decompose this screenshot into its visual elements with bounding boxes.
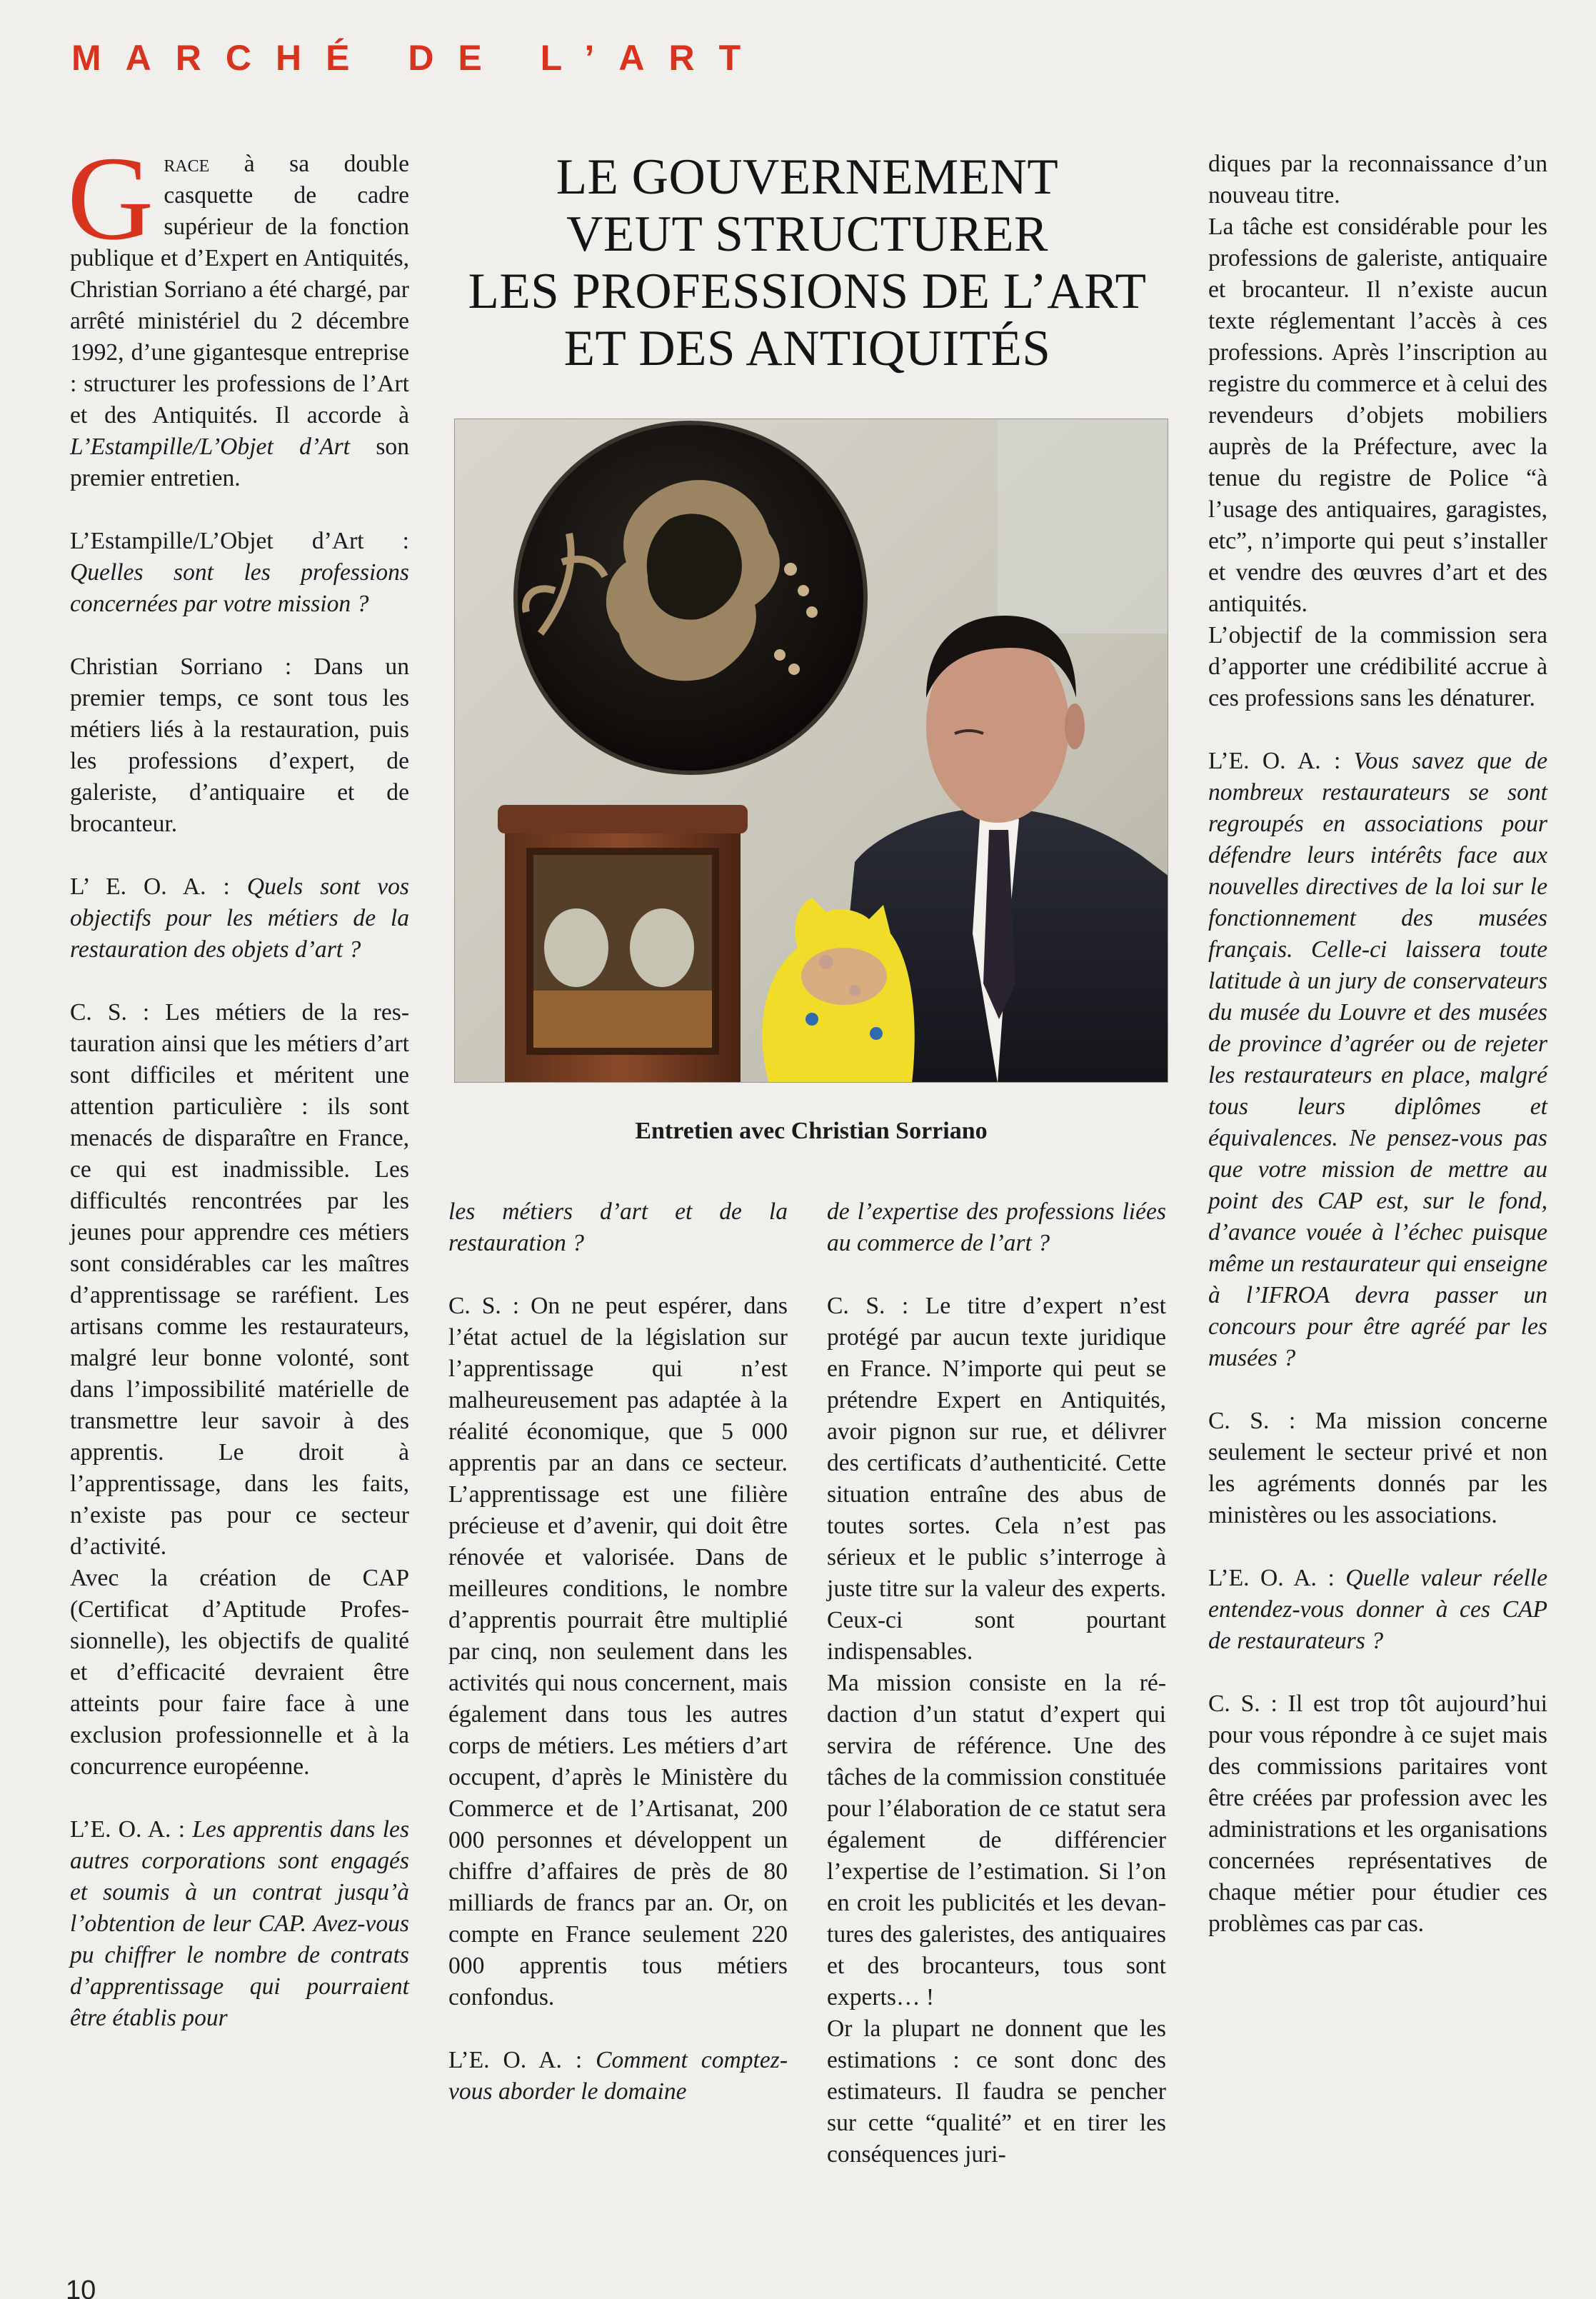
column-4 [1208, 149, 1547, 1940]
question-2 [70, 871, 409, 966]
answer-1: Christian Sorriano : Dans un premier temps, ce sont tous les métiers liés à la restauration, puis les professions d’expert, de galeriste, d’antiquaire et de brocanteur. [70, 653, 409, 837]
question-text: les métiers d’art et de la restauration ? [448, 1198, 788, 1256]
headline-line-4: ET DES ANTIQUITÉS [563, 321, 1051, 376]
answer-4-continued-2: Or la plupart ne donnent que les estimations : ce sont donc des estimateurs. Il faudra se pencher sur cette “qualité” et en tirer les conséquences juri- [827, 2015, 1166, 2168]
answer-3: C. S. : On ne peut espérer, dans l’état actuel de la législation sur l’apprentissage qui n’est malheureusement pas adaptée à la réalité économique, que 5 000 apprentis par an dans ce secteur. L’apprentissage est une filière précieuse et d’avenir, qui doit être rénovée et valorisée. Dans de meilleures conditions, le nombre d’apprentis pourrait être multiplié par cinq, non seulement dans les activités qui nous concernent, mais également dans tous les autres corps de métiers. Les métiers d’art occupent, d’après le Ministère du Commerce et de l’Artisanat, 200 000 personnes et développent un chiffre d’affaires de près de 80 milliards de francs par an. Or, on compte en France seulement 220 000 apprentis tous métiers confondus. [448, 1293, 788, 2010]
column-3 [827, 1196, 1166, 2170]
question-1 [70, 526, 409, 620]
intro-end: son premier entretien. [70, 434, 409, 491]
headline-line-1: LE GOUVERNEMENT [556, 149, 1059, 205]
answer-4-continued-3: La tâche est considérable pour les professions de galeriste, antiquaire et brocanteur. Il n’existe aucun texte réglementant l’accès à ces professions. Après l’inscription au registre du commerce et à celui des revendeurs d’objets mobiliers auprès de la Préfecture, avec la tenue du registre de Police “à l’usage des antiquaires, garagistes, etc”, n’importe qui peut s’installer et vendre des œuvres d’art et des antiquités. [1208, 214, 1547, 617]
section-rubric: MARCHÉ DE L’ART [71, 38, 766, 78]
article-headline [448, 149, 1166, 377]
answer-4: C. S. : Le titre d’expert n’est protégé par aucun texte juridique en France. N’importe qui peut se prétendre Expert en Antiquités, avoir pignon sur rue, et délivrer des certificats d’authenticité. Cette situation entraîne des abus de toutes sortes. Cela n’est pas sérieux et le public s’interroge à juste titre sur la valeur des experts. Ceux-ci sont pourtant indispensables. [827, 1293, 1166, 1665]
question-label: L’E. O. A. : [1208, 1565, 1346, 1591]
question-label: L’E. O. A. : [1208, 748, 1354, 774]
page-number: 10 [66, 2275, 96, 2299]
answer-4-continued-4: L’objectif de la commission sera d’apporter une crédibilité accrue à ces professions sans les dénaturer. [1208, 622, 1547, 711]
intro-paragraph [67, 132, 409, 494]
column-1 [67, 132, 410, 2034]
answer-6: C. S. : Il est trop tôt aujourd’hui pour vous répondre à ce sujet mais des commissions paritaires vont être créées par profession avec les administrations et les organisations concernées représentatives de chaque métier pour étudier ces problèmes cas par cas. [1208, 1691, 1547, 1937]
answer-4-end: diques par la reconnaissance d’un nouveau titre. [1208, 151, 1547, 209]
question-5 [1208, 746, 1547, 1374]
photo-caption: Entretien avec Christian Sorriano [635, 1118, 988, 1144]
question-text: de l’expertise des professions liées au commerce de l’art ? [827, 1198, 1166, 1256]
question-text: Comment comptez-vous aborder le domaine [448, 2047, 788, 2105]
lead-in: race [164, 151, 210, 177]
answer-2-continued: Avec la création de CAP (Certificat d’Aptitude Professionnelle), les objectifs de qualité et d’efficacité devraient être atteints pour faire face à une exclusion professionnelle et à la concurrence européenne. [70, 1565, 409, 1780]
portrait-photo [454, 419, 1168, 1083]
question-text: Quels sont vos objectifs pour les métiers de la restauration des objets d’art ? [70, 873, 409, 963]
question-label: L’E. O. A. : [70, 1816, 193, 1843]
answer-5: C. S. : Ma mission concerne seulement le secteur privé et non les agréments donnés par les ministères ou les associations. [1208, 1408, 1547, 1528]
question-6 [1208, 1563, 1547, 1657]
question-text: Quelles sont les professions concernées par votre mission ? [70, 559, 409, 617]
magazine-name: L’Estampille/L’Objet d’Art [70, 434, 350, 460]
question-text: Quelle valeur réelle entendez-vous donner à ces CAP de restaurateurs ? [1208, 1565, 1547, 1654]
headline-line-3: LES PROFESSIONS DE L’ART [468, 264, 1147, 319]
intro-text: à sa double casquette de cadre supérieur de la fonction publique et d’Expert en Antiquités, Christian Sorriano a été chargé, par arrêté ministériel du 2 décembre 1992, d’une gigantesque entreprise : structurer les professions de l’Art et des Antiquités. Il accorde à [70, 151, 409, 429]
answer-4-continued: Ma mission consiste en la rédaction d’un statut d’expert qui servira de référence. Une des tâches de la commission constituée pour l’élaboration de ce statut sera également de différencier l’expertise de l’estimation. Si l’on en croit les publicités et les devantures des galeristes, des antiquaires et des brocanteurs, tous sont experts… ! [827, 1670, 1166, 2010]
headline-line-2: VEUT STRUCTURER [566, 206, 1048, 262]
column-2 [448, 1196, 788, 2108]
question-label: L’E. O. A. : [448, 2047, 596, 2073]
answer-2: C. S. : Les métiers de la restauration ainsi que les métiers d’art sont difficiles et méritent une attention particulière : ils sont menacés de disparaître en France, ce qui est inadmissible. Les difficultés rencontrées par les jeunes pour apprendre ces métiers sont considérables car les maîtres d’apprentissage se raréfient. Les artisans comme les restaurateurs, malgré leur bonne volonté, sont dans l’impossibilité matérielle de transmettre leur savoir à des apprentis. Le droit à l’apprentissage, dans les faits, n’existe pas pour ce secteur d’activité. [70, 999, 409, 1560]
question-3 [70, 1814, 409, 2034]
question-4 [448, 2045, 788, 2108]
question-label: L’ E. O. A. : [70, 873, 247, 900]
question-text: Vous savez que de nombreux restaurateurs se sont regroupés en associations pour défendre leurs intérêts face aux nouvelles directives de la loi sur le fonctionnement des musées français. Celle-ci laissera toute latitude à un jury de conservateurs du musée du Louvre et des musées de province d’agréer ou de rejeter les restaurateurs en place, malgré tous leurs diplômes et équivalences. Ne pensez-vous pas que votre mission de mettre au point des CAP est, sur le fond, d’avance vouée à l’échec puisque même un restaurateur qui enseigne à l’IFROA devra passer un concours pour être agréé par les musées ? [1208, 748, 1547, 1371]
question-4-end [827, 1196, 1166, 1259]
question-3-end [448, 1196, 788, 1259]
question-text: Les apprentis dans les autres corporations sont engagés et soumis à un contrat jusqu’à l’obtention de leur CAP. Avez-vous pu chiffrer le nombre de contrats d’apprentissage qui pourraient être établis pour [70, 1816, 410, 2031]
question-label: L’Estampille/L’Objet d’Art : [70, 528, 409, 554]
drop-cap: G [67, 132, 154, 265]
